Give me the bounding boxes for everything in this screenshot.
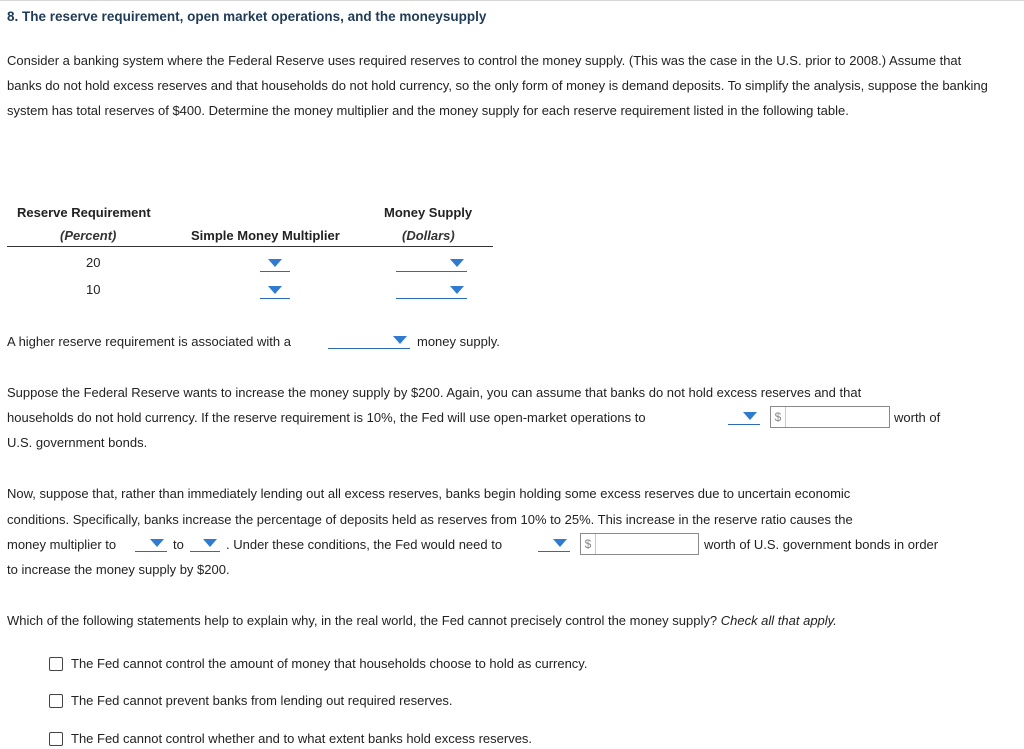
q3-line-3d: worth of U.S. government bonds in order (704, 537, 939, 552)
col-multiplier-header: Simple Money Multiplier (191, 228, 340, 243)
q3-line-3b: to (173, 537, 184, 552)
reserve-value-row-1: 20 (86, 255, 101, 270)
q3-line-2: conditions. Specifically, banks increase the percentage of deposits held as reserves from 10% to 25%. This increase in the reserve ratio causes the (7, 512, 853, 527)
q3-line-4: to increase the money supply by $200. (7, 562, 230, 577)
q4-question (7, 613, 837, 628)
chevron-down-icon (268, 286, 282, 294)
checkbox[interactable] (49, 732, 63, 746)
checkbox-label: The Fed cannot prevent banks from lending out required reserves. (71, 693, 453, 708)
q2-line-2: households do not hold currency. If the reserve requirement is 10%, the Fed will use open-market operations to (7, 410, 646, 425)
q3-line-3c: . Under these conditions, the Fed would need to (226, 537, 503, 552)
bond-amount-input-2[interactable] (580, 533, 699, 555)
col-reserve-header: Reserve Requirement (17, 205, 151, 220)
multiplier-dropdown-row-2[interactable] (260, 283, 290, 299)
chevron-down-icon (450, 286, 464, 294)
checkbox[interactable] (49, 694, 63, 708)
higher-req-text-end: money supply. (417, 334, 500, 349)
higher-req-text: A higher reserve requirement is associated with a (7, 334, 291, 349)
question-title: 8. The reserve requirement, open market operations, and the moneysupply (7, 9, 487, 24)
bond-amount-input[interactable] (770, 406, 890, 428)
q3-line-3a: money multiplier to (7, 537, 117, 552)
intro-paragraph: Consider a banking system where the Federal Reserve uses required reserves to control the money supply. (This was the case in the U.S. prior to 2008.) Assume that banks do not hold excess reserves and that households do not hold currency, so the only form of money is demand deposits. To simplify the analysis, suppose the banking system has total reserves of $400. Determine the money multiplier and the money supply for each reserve requirement listed in the following table. (7, 53, 988, 118)
fed-action-dropdown[interactable] (538, 536, 570, 552)
chevron-down-icon (150, 539, 164, 547)
chevron-down-icon (268, 259, 282, 267)
money-supply-direction-dropdown[interactable] (328, 333, 410, 349)
open-market-action-dropdown[interactable] (728, 409, 760, 425)
multiplier-change-dropdown-2[interactable] (190, 536, 220, 552)
multiplier-change-dropdown-1[interactable] (135, 536, 167, 552)
table-header-rule (7, 246, 493, 247)
money-supply-dropdown-row-1[interactable] (396, 256, 467, 272)
col-money-supply-header: Money Supply (384, 205, 473, 220)
q2-line-1: Suppose the Federal Reserve wants to increase the money supply by $200. Again, you can assume that banks do not hold excess reserves and that (7, 385, 862, 400)
q4-question-text: Which of the following statements help to explain why, in the real world, the Fed cannot precisely control the money supply? (7, 613, 718, 628)
q2-line-3: U.S. government bonds. (7, 435, 148, 450)
dollar-sign: $ (581, 534, 596, 554)
chevron-down-icon (203, 539, 217, 547)
checkbox[interactable] (49, 657, 63, 671)
q2-line-2-end: worth of (894, 410, 941, 425)
multiplier-dropdown-row-1[interactable] (260, 256, 290, 272)
reserve-value-row-2: 10 (86, 282, 101, 297)
chevron-down-icon (393, 336, 407, 344)
top-divider (0, 0, 1024, 1)
chevron-down-icon (553, 539, 567, 547)
checkbox-label: The Fed cannot control the amount of money that households choose to hold as currency. (71, 656, 588, 671)
money-supply-dropdown-row-2[interactable] (396, 283, 467, 299)
col-money-supply-subheader: (Dollars) (402, 228, 455, 243)
q3-line-1: Now, suppose that, rather than immediately lending out all excess reserves, banks begin holding some excess reserves due to uncertain economic (7, 486, 851, 501)
q4-instruction: Check all that apply. (720, 613, 837, 628)
chevron-down-icon (450, 259, 464, 267)
col-reserve-subheader: (Percent) (60, 228, 117, 243)
chevron-down-icon (743, 412, 757, 420)
dollar-sign: $ (771, 407, 786, 427)
checkbox-label: The Fed cannot control whether and to what extent banks hold excess reserves. (71, 731, 533, 746)
